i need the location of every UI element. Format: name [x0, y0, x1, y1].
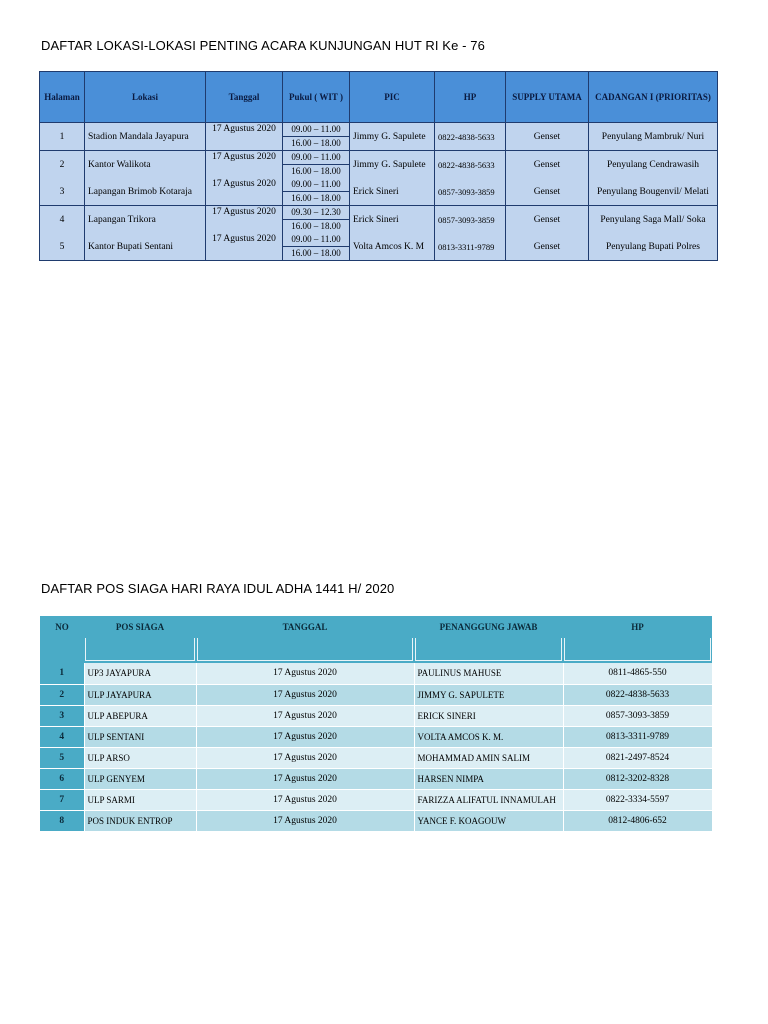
row-pos: ULP SENTANI [84, 726, 196, 747]
pukul-afternoon: 16.00 – 18.00 [291, 138, 341, 148]
row-number: 1 [40, 663, 84, 684]
row-pj: JIMMY G. SAPULETE [414, 684, 563, 705]
row-number: 7 [40, 789, 84, 810]
row-cadangan: Penyulang Bupati Polres [606, 241, 700, 252]
row-number: 5 [59, 241, 65, 252]
row-pos: POS INDUK ENTROP [84, 810, 196, 831]
row-hp: 0857-3093-3859 [563, 705, 712, 726]
row-pos: UP3 JAYAPURA [84, 663, 196, 684]
header-pj [414, 616, 563, 663]
pukul-afternoon: 16.00 – 18.00 [291, 221, 341, 231]
row-hp: 0812-3202-8328 [563, 768, 712, 789]
row-number: 3 [40, 705, 84, 726]
row-hp: 0822-3334-5597 [563, 789, 712, 810]
row-lokasi: Stadion Mandala Jayapura [88, 131, 189, 142]
row-pj: VOLTA AMCOS K. M. [414, 726, 563, 747]
row-lokasi: Lapangan Trikora [88, 214, 156, 225]
pukul-morning: 09.00 – 11.00 [283, 178, 349, 192]
row-pos: ULP SARMI [84, 789, 196, 810]
table-row [40, 663, 712, 684]
row-number: 5 [40, 747, 84, 768]
table-row [40, 206, 718, 234]
row-pos: ULP GENYEM [84, 768, 196, 789]
header-hp-label: HP [631, 622, 644, 632]
header-supply: SUPPLY UTAMA [506, 72, 589, 123]
locations-header-row [40, 72, 718, 123]
header-no [40, 616, 84, 663]
row-pic: Erick Sineri [353, 214, 399, 225]
header-hp: HP [435, 72, 506, 123]
row-cadangan: Penyulang Cendrawasih [606, 159, 700, 170]
pukul-morning: 09.30 – 12.30 [283, 206, 349, 220]
row-tanggal: 17 Agustus 2020 [196, 726, 414, 747]
row-pic: Erick Sineri [353, 186, 399, 197]
row-tanggal: 17 Agustus 2020 [196, 663, 414, 684]
header-pos [84, 616, 196, 663]
pukul-afternoon: 16.00 – 18.00 [291, 193, 341, 203]
row-hp: 0813-3311-9789 [563, 726, 712, 747]
header-tanggal-label: TANGGAL [282, 622, 328, 632]
table-row [40, 726, 712, 747]
row-hp: 0811-4865-550 [563, 663, 712, 684]
row-hp: 0857-3093-3859 [438, 214, 495, 225]
header-tanggal: Tanggal [206, 72, 283, 123]
row-pukul [283, 123, 349, 150]
row-lokasi: Lapangan Brimob Kotaraja [88, 186, 192, 197]
row-tanggal: 17 Agustus 2020 [196, 789, 414, 810]
row-lokasi: Kantor Bupati Sentani [88, 241, 173, 252]
header-lokasi: Lokasi [85, 72, 206, 123]
section2-title: DAFTAR POS SIAGA HARI RAYA IDUL ADHA 1441 H/ 2020 [41, 581, 395, 596]
row-tanggal: 17 Agustus 2020 [212, 179, 276, 189]
row-pukul [283, 233, 349, 260]
header-cadangan: CADANGAN I (PRIORITAS) [589, 72, 718, 123]
row-pic: Jimmy G. Sapulete [353, 159, 426, 170]
table-row [40, 151, 718, 179]
row-number: 3 [59, 186, 65, 197]
row-pj: ERICK SINERI [414, 705, 563, 726]
pos-header-row [40, 616, 712, 663]
section1-title: DAFTAR LOKASI-LOKASI PENTING ACARA KUNJUNGAN HUT RI Ke - 76 [41, 38, 485, 53]
table-row [40, 768, 712, 789]
pukul-morning: 09.00 – 11.00 [283, 151, 349, 165]
header-halaman: Halaman [40, 72, 85, 123]
row-tanggal: 17 Agustus 2020 [212, 207, 276, 217]
row-number: 4 [59, 214, 65, 225]
pukul-afternoon: 16.00 – 18.00 [291, 248, 341, 258]
row-number: 8 [40, 810, 84, 831]
table-row [40, 178, 718, 206]
row-supply: Genset [533, 214, 561, 225]
header-hp [563, 616, 712, 663]
row-number: 4 [40, 726, 84, 747]
row-tanggal: 17 Agustus 2020 [196, 684, 414, 705]
row-pj: MOHAMMAD AMIN SALIM [414, 747, 563, 768]
row-hp: 0822-4838-5633 [563, 684, 712, 705]
table-row [40, 684, 712, 705]
row-number: 2 [59, 159, 65, 170]
table-row [40, 705, 712, 726]
row-hp: 0813-3311-9789 [438, 241, 495, 252]
row-pos: ULP ARSO [84, 747, 196, 768]
row-number: 6 [40, 768, 84, 789]
pukul-morning: 09.00 – 11.00 [283, 123, 349, 137]
row-pukul [283, 178, 349, 205]
row-pic: Volta Amcos K. M [353, 241, 425, 252]
pukul-morning: 09.00 – 11.00 [283, 233, 349, 247]
row-supply: Genset [533, 159, 561, 170]
pos-siaga-table [40, 616, 713, 832]
row-hp: 0822-4838-5633 [438, 159, 495, 170]
row-pj: PAULINUS MAHUSE [414, 663, 563, 684]
header-pukul: Pukul ( WIT ) [283, 72, 350, 123]
row-tanggal: 17 Agustus 2020 [212, 152, 276, 162]
row-pj: HARSEN NIMPA [414, 768, 563, 789]
row-cadangan: Penyulang Bougenvil/ Melati [597, 186, 709, 197]
locations-table [39, 71, 718, 261]
row-tanggal: 17 Agustus 2020 [196, 810, 414, 831]
row-hp: 0857-3093-3859 [438, 186, 495, 197]
row-supply: Genset [533, 186, 561, 197]
table-row [40, 789, 712, 810]
row-cadangan: Penyulang Saga Mall/ Soka [600, 214, 706, 225]
row-pukul [283, 206, 349, 233]
header-pj-label: PENANGGUNG JAWAB [439, 622, 538, 632]
row-tanggal: 17 Agustus 2020 [212, 234, 276, 244]
row-cadangan: Penyulang Mambruk/ Nuri [601, 131, 705, 142]
row-number: 1 [59, 131, 65, 142]
row-lokasi: Kantor Walikota [88, 159, 151, 170]
row-hp: 0812-4806-652 [563, 810, 712, 831]
table-row [40, 747, 712, 768]
row-supply: Genset [533, 131, 561, 142]
row-pj: FARIZZA ALIFATUL INNAMULAH [414, 789, 563, 810]
header-tanggal [196, 616, 414, 663]
row-pos: ULP ABEPURA [84, 705, 196, 726]
row-pukul [283, 151, 349, 178]
row-pic: Jimmy G. Sapulete [353, 131, 426, 142]
row-number: 2 [40, 684, 84, 705]
header-no-label: NO [55, 622, 69, 632]
row-tanggal: 17 Agustus 2020 [212, 124, 276, 134]
header-pos-label: POS SIAGA [115, 622, 165, 632]
row-hp: 0821-2497-8524 [563, 747, 712, 768]
table-row [40, 810, 712, 831]
header-pic: PIC [350, 72, 435, 123]
row-pj: YANCE F. KOAGOUW [414, 810, 563, 831]
pukul-afternoon: 16.00 – 18.00 [291, 166, 341, 176]
table-row [40, 123, 718, 151]
row-tanggal: 17 Agustus 2020 [196, 747, 414, 768]
row-tanggal: 17 Agustus 2020 [196, 705, 414, 726]
row-tanggal: 17 Agustus 2020 [196, 768, 414, 789]
row-hp: 0822-4838-5633 [438, 131, 495, 142]
row-supply: Genset [533, 241, 561, 252]
table-row [40, 233, 718, 261]
row-pos: ULP JAYAPURA [84, 684, 196, 705]
